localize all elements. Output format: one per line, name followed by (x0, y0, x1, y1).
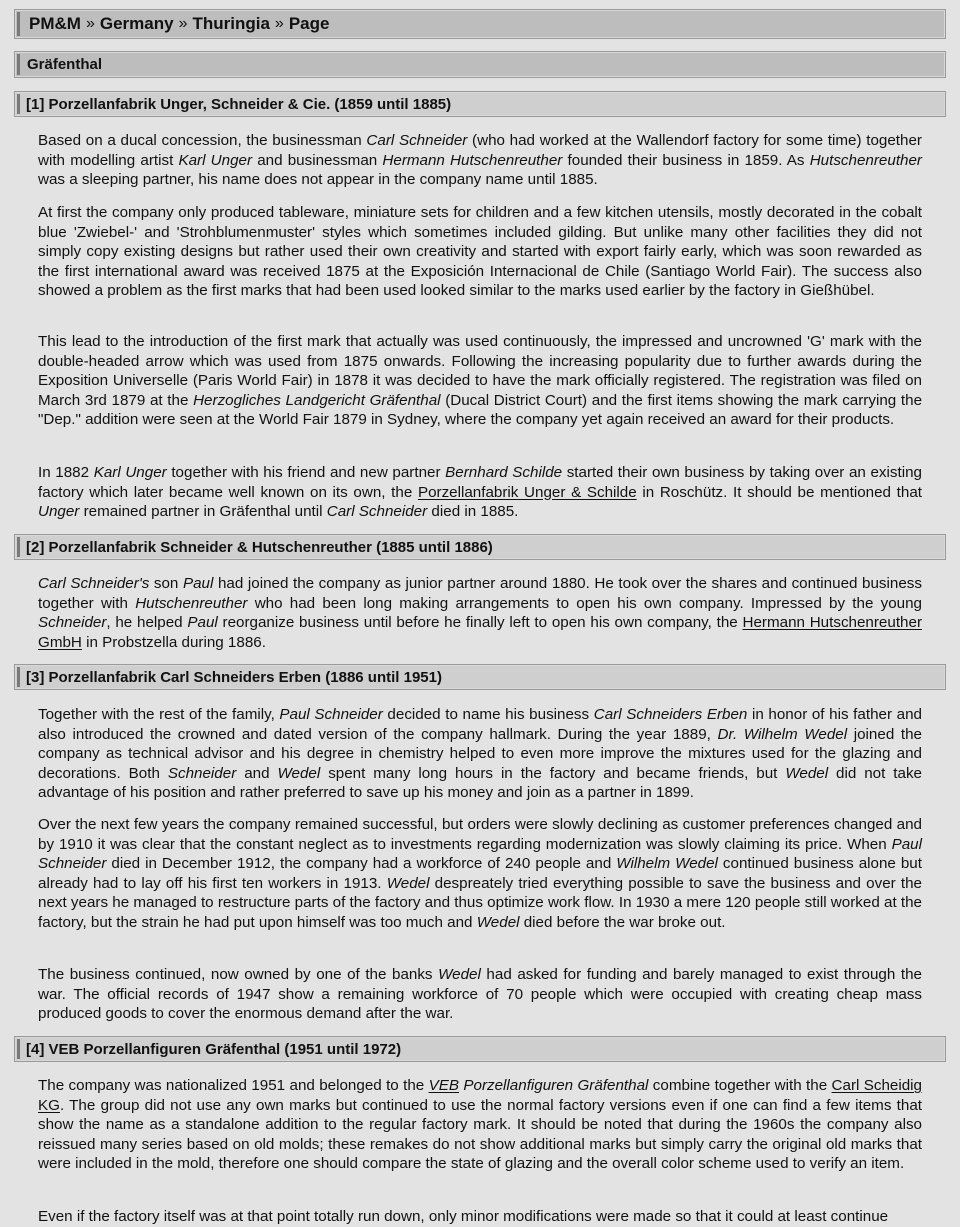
breadcrumb-separator: » (85, 15, 95, 32)
section-heading-2: [2] Porzellanfabrik Schneider & Hutschenreuther (1885 until 1886) (14, 534, 946, 560)
paragraph: Based on a ducal concession, the businessman Carl Schneider (who had worked at the Wallendorf factory for some time) together with modelling artist Karl Unger and businessman Hermann Hutschenreuther founded their business in 1859. As Hutschenreuther was a sleeping partner, his name does not appear in the company name until 1885. (38, 132, 922, 189)
paragraph: Carl Schneider's son Paul had joined the company as junior partner around 1880. He took over the shares and continued business together with Hutschenreuther who had been long making arrangements to open his own company. Impressed by the young Schneider, he helped Paul reorganize business until before he finally left to open his own company, the Hermann Hutschenreuther GmbH in Probstzella during 1886. (38, 575, 922, 651)
paragraph: The company was nationalized 1951 and belonged to the VEB Porzellanfiguren Gräfenthal combine together with the Carl Scheidig KG. The group did not use any own marks but continued to use the normal factory versions even if one can find a few items that show the name as a standalone addition to the regular factory mark. It should be noted that during the 1960s the company also reissued many series based on old molds; these remakes do not show additional marks but simply carry the original old marks that were included in the mold, therefore one should compare the state of glazing and the overall color scheme used to verify an item. (38, 1077, 923, 1173)
paragraph: Over the next few years the company remained successful, but orders were slowly declining as customer preferences changed and by 1910 it was clear that the constant neglect as to investments regarding modernization was slowly claiming its price. When Paul Schneider died in December 1912, the company had a workforce of 240 people and Wilhelm Wedel continued business alone but already had to lay off his first ten workers in 1913. Wedel despreately tried everything possible to save the business and over the next years he managed to restructure parts of the factory and thus optimize work flow. In 1930 a mere 120 people still worked at the factory, but the strain he had put upon himself was too much and Wedel died before the war broke out. (38, 816, 922, 931)
paragraph: This lead to the introduction of the first mark that actually was used continuously, the impressed and uncrowned 'G' mark with the double-headed arrow which was used from 1875 onwards. Following the increasing popularity due to further awards during the Exposition Universelle (Paris World Fair) in 1878 it was decided to have the mark officially registered. The registration was filed on March 3rd 1879 at the Herzogliches Landgericht Gräfenthal (Ducal District Court) and the first items showing the mark carrying the "Dep." addition were seen at the World Fair 1879 in Sydney, where the company yet again received an award for their products. (38, 333, 923, 429)
veb-link[interactable]: VEB (428, 1077, 459, 1094)
paragraph: Together with the rest of the family, Paul Schneider decided to name his business Carl Schneiders Erben in honor of his father and also introduced the crowned and dated version of the company hallmark. During the year 1889, Dr. Wilhelm Wedel joined the company as technical advisor and his degree in chemistry helped to even more improve the mixtures used for the glazing and decorations. Both Schneider and Wedel spent many long hours in the factory and became friends, but Wedel did not take advantage of his position and rather preferred to save up his money and join as a partner in 1899. (38, 706, 923, 802)
unger-schilde-link[interactable]: Porzellanfabrik Unger & Schilde (417, 483, 637, 501)
page-title: Gräfenthal (14, 51, 946, 78)
section-heading-4: [4] VEB Porzellanfiguren Gräfenthal (1951 until 1972) (14, 1036, 946, 1062)
hutschenreuther-link[interactable]: Hermann Hutschenreuther GmbH (38, 614, 922, 651)
paragraph: In 1882 Karl Unger together with his friend and new partner Bernhard Schilde started their own business by taking over an existing factory which later became well known on its own, the Porzellanfabrik Unger & Schilde in Roschütz. It should be mentioned that Unger remained partner in Gräfenthal until Carl Schneider died in 1885. (38, 464, 923, 521)
paragraph: Even if the factory itself was at that point totally run down, only minor modifications were made so that it could at least continue (38, 1208, 889, 1225)
breadcrumb-home-link[interactable]: PM&M (29, 14, 81, 33)
breadcrumb-separator: » (274, 15, 284, 32)
paragraph: At first the company only produced tableware, miniature sets for children and a few kitchen utensils, mostly decorated in the cobalt blue 'Zwiebel-' and 'Strohblumenmuster' styles which sometimes included gilding. But unlike many other facilities they did not simply copy existing designs but rather used their own creativity and started with export fairly early, which was soon rewarded as the first international award was received 1875 at the Exposición Internacional de Chile (Santiago World Fair). The success also showed a problem as the first marks that had been used looked similar to the marks used earlier by the factory in Gießhübel. (38, 204, 922, 300)
breadcrumb-region-link[interactable]: Thuringia (192, 14, 270, 33)
carl-scheidig-link[interactable]: Carl Scheidig KG (38, 1077, 923, 1114)
breadcrumb-separator: » (178, 15, 188, 32)
paragraph: The business continued, now owned by one of the banks Wedel had asked for funding and barely managed to exist through the war. The official records of 1947 show a remaining workforce of 70 people which were occupied with creating cheap mass produced goods to cover the enormous demand after the war. (38, 966, 922, 1023)
breadcrumb-country-link[interactable]: Germany (99, 14, 174, 33)
breadcrumb (14, 9, 946, 39)
section-heading-1: [1] Porzellanfabrik Unger, Schneider & Cie. (1859 until 1885) (14, 91, 946, 117)
breadcrumb-current-page: Page (288, 14, 330, 33)
section-heading-3: [3] Porzellanfabrik Carl Schneiders Erben (1886 until 1951) (14, 664, 946, 690)
